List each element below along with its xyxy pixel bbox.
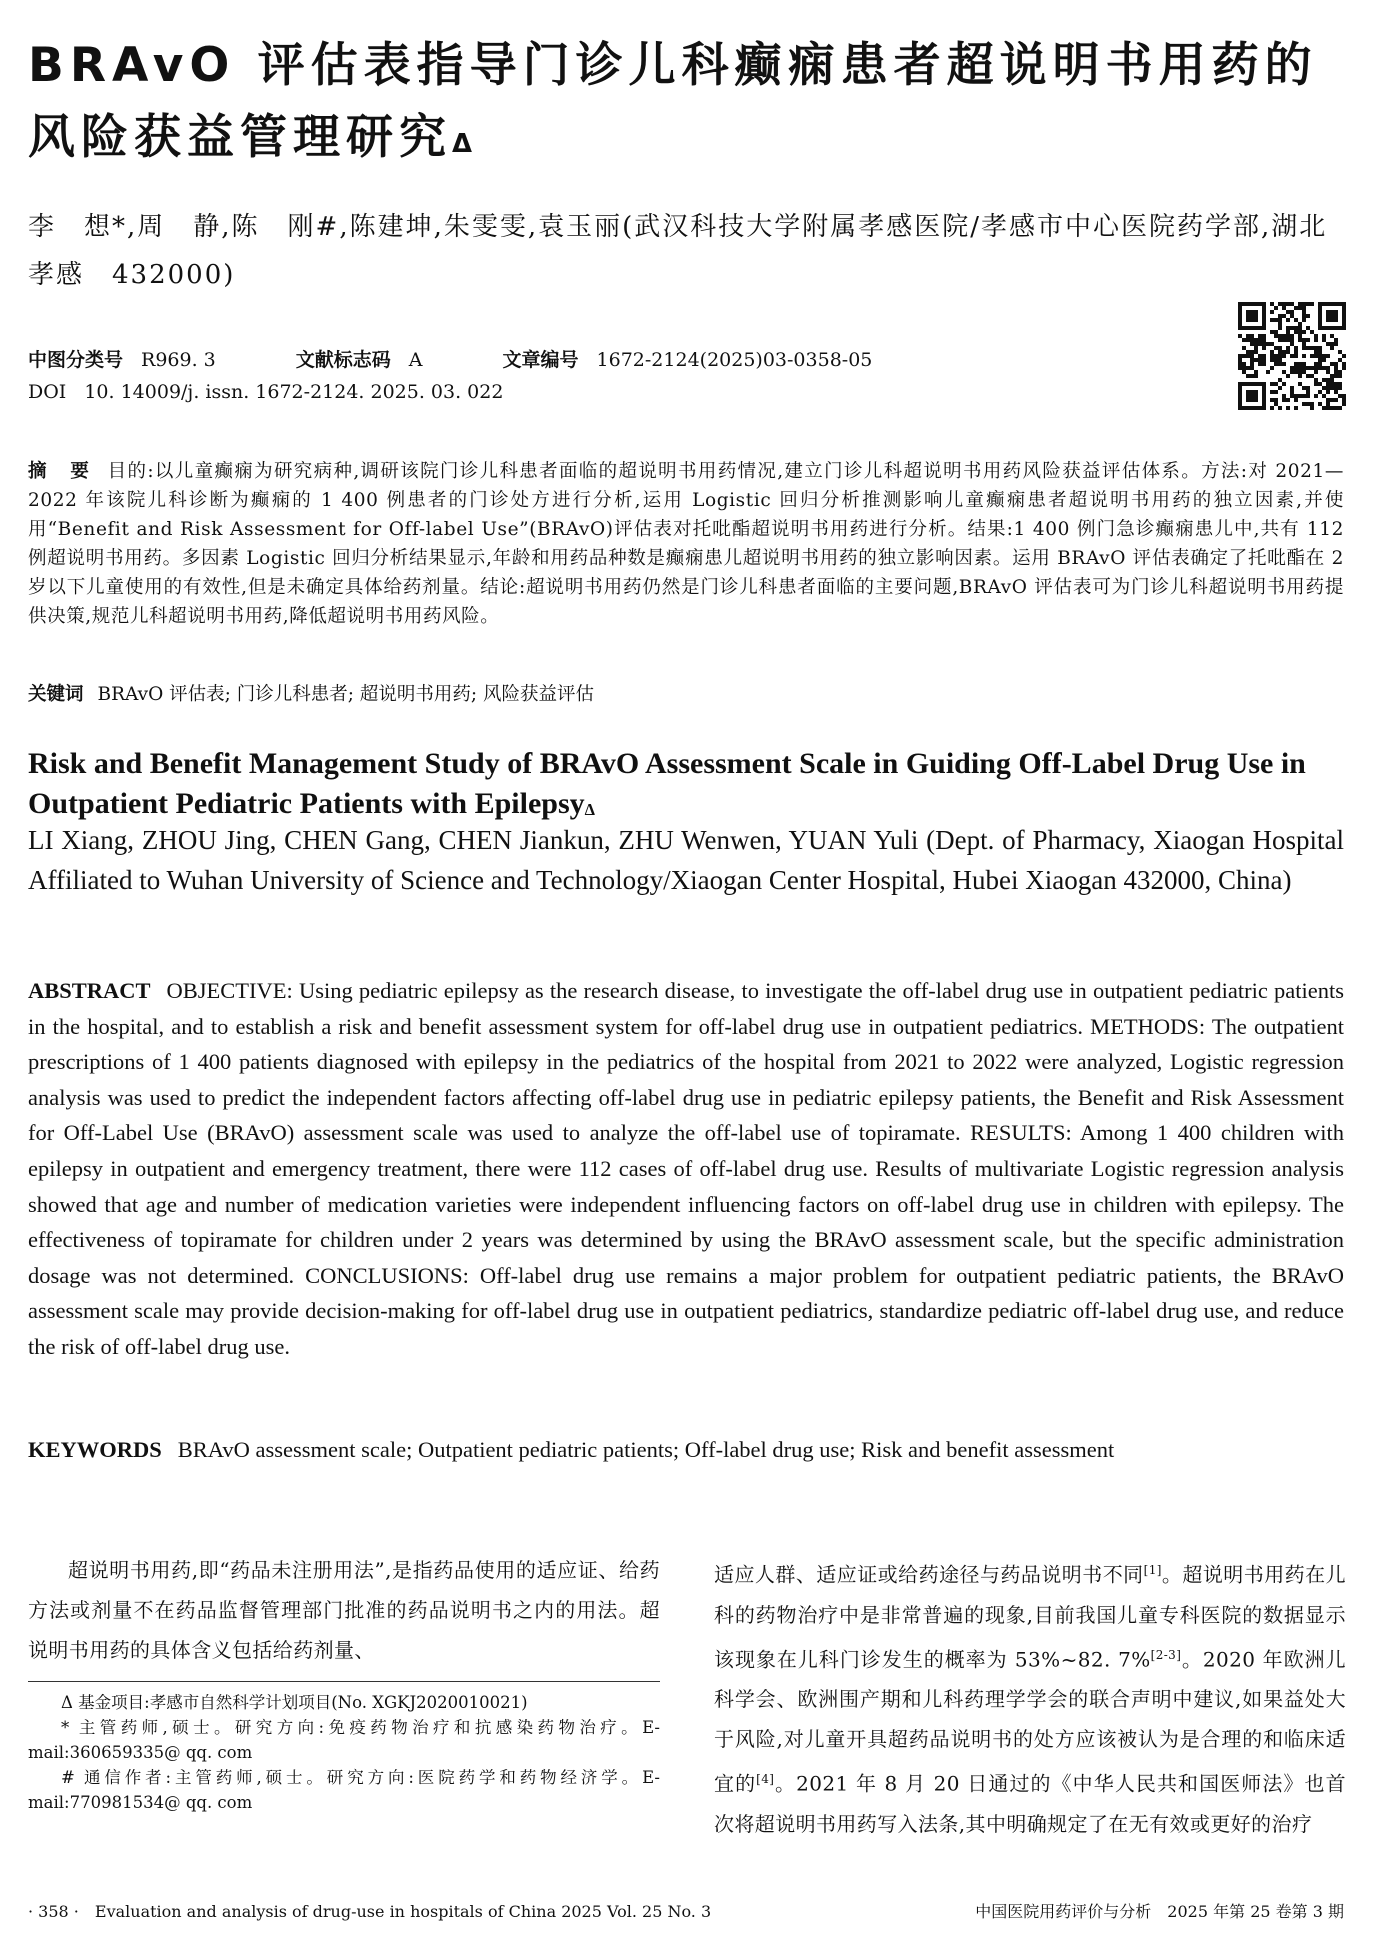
keywords-cn-label: 关键词 (28, 684, 84, 705)
abstract-cn (28, 457, 1344, 631)
clc-value: R969. 3 (141, 349, 216, 371)
doi-value: 10. 14009/j. issn. 1672-2124. 2025. 03. 022 (84, 381, 504, 403)
page-title-cn (28, 30, 1344, 174)
qr-code-icon (1238, 302, 1346, 410)
clc-label: 中图分类号 (28, 349, 124, 371)
body-text: 。2021 年 8 月 20 日通过的《中华人民共和国医师法》也首次将超说明书用药写入法条,其中明确规定了在无有效或更好的治疗 (714, 1771, 1346, 1836)
citation-ref: [1] (1143, 1563, 1162, 1577)
footer-right: 中国医院用药评价与分析 2025 年第 25 卷第 3 期 (975, 1902, 1344, 1921)
doi-label: DOI (28, 381, 67, 403)
keywords-cn (28, 680, 1344, 710)
keywords-en-text: BRAvO assessment scale; Outpatient pediatric patients; Off-label drug use; Risk and benefit assessment (177, 1437, 1115, 1462)
body-paragraph: 超说明书用药,即“药品未注册用法”,是指药品使用的适应证、给药方法或剂量不在药品监督管理部门批准的药品说明书之内的用法。超说明书用药的具体含义包括给药剂量、 (28, 1558, 660, 1662)
body-text: 。2020 年欧洲儿科学会、欧洲围产期和儿科药理学学会的联合声明中建议,如果益处大于风险,对儿童开具超药品说明书的处方应该被认为是合理的和临床适宜的 (714, 1647, 1346, 1796)
abstract-cn-text: 目的:以儿童癫痫为研究病种,调研该院门诊儿科患者面临的超说明书用药情况,建立门诊儿科超说明书用药风险获益评估体系。方法:对 2021—2022 年该院儿科诊断为癫痫的 1 400 例患者的门诊处方进行分析,运用 Logistic 回归分析推测影响儿童癫痫患者超说明书用药的独立因素,并使用“Benefit and Risk Assessment for Off-label Use”(BRAvO)评估表对托吡酯超说明书用药进行分析。结果:1 400 例门急诊癫痫患儿中,共有 112 例超说明书用药。多因素 Logistic 回归分析结果显示,年龄和用药品种数是癫痫患儿超说明书用药的独立影响因素。运用 BRAvO 评估表确定了托吡酯在 2 岁以下儿童使用的有效性,但是未确定具体给药剂量。结论:超说明书用药仍然是门诊儿科患者面临的主要问题,BRAvO 评估表可为门诊儿科超说明书用药提供决策,规范儿科超说明书用药,降低超说明书用药风险。 (28, 461, 1344, 627)
footnote-first-author: * 主管药师,硕士。研究方向:免疫药物治疗和抗感染药物治疗。E-mail:360659335@ qq. com (28, 1718, 660, 1762)
authors-en: LI Xiang, ZHOU Jing, CHEN Gang, CHEN Jiankun, ZHU Wenwen, YUAN Yuli (Dept. of Pharmacy, Xiaogan Hospital Affiliated to Wuhan University of Science and Technology/Xiaogan Center Hospital, Hubei Xiaogan 432000, China) (28, 825, 1344, 895)
abstract-cn-label: 摘 要 (28, 461, 98, 482)
doc-code-value: A (408, 349, 423, 371)
body-paragraph-right (714, 1550, 1346, 1844)
footnote-fund: Δ 基金项目:孝感市自然科学计划项目(No. XGKJ2020010021) (61, 1693, 528, 1712)
body-text: 适应人群、适应证或给药途径与药品说明书不同 (714, 1562, 1144, 1587)
body-right-column (714, 1550, 1346, 1844)
fund-mark: Δ (452, 129, 473, 159)
footer-left: · 358 · Evaluation and analysis of drug-use in hospitals of China 2025 Vol. 25 No. 3 (28, 1902, 712, 1921)
fund-mark-en: Δ (584, 800, 596, 819)
abstract-en (28, 973, 1344, 1365)
citation-ref: [4] (756, 1772, 775, 1787)
abstract-en-text: OBJECTIVE: Using pediatric epilepsy as the research disease, to investigate the off-label drug use in outpatient pediatric patients in the hospital, and to establish a risk and benefit assessment system for off-label drug use in outpatient pediatrics. METHODS: The outpatient prescriptions of 1 400 patients diagnosed with epilepsy in the pediatrics of the hospital from 2021 to 2022 were analyzed, Logistic regression analysis was used to predict the independent factors affecting off-label drug use in pediatric epilepsy patients, the Benefit and Risk Assessment for Off-Label Use (BRAvO) assessment scale was used to analyze the off-label use of topiramate. RESULTS: Among 1 400 children with epilepsy in outpatient and emergency treatment, there were 112 cases of off-label drug use. Results of multivariate Logistic regression analysis showed that age and number of medication varieties were independent influencing factors on off-label drug use in children with epilepsy. The effectiveness of topiramate for children under 2 years was determined by using the BRAvO assessment scale, but the specific administration dosage was not determined. CONCLUSIONS: Off-label drug use remains a major problem for outpatient pediatric patients, the BRAvO assessment scale may provide decision-making for off-label drug use in outpatient pediatrics, standardize pediatric off-label drug use, and reduce the risk of off-label drug use. (28, 978, 1344, 1359)
doc-code-label: 文献标志码 (295, 349, 391, 371)
meta-line-1 (28, 344, 1208, 376)
body-text: 。超说明书用药在儿科的药物治疗中是非常普遍的现象,目前我国儿童专科医院的数据显示该现象在儿科门诊发生的概率为 53%~82. 7% (714, 1562, 1346, 1672)
page-title-en (28, 744, 1344, 824)
footnote-corresponding: # 通信作者:主管药师,硕士。研究方向:医院药学和药物经济学。E-mail:770981534@ qq. com (28, 1768, 660, 1812)
footnotes (28, 1690, 660, 1815)
body-left-column (28, 1550, 660, 1670)
authors-cn: 李 想*,周 静,陈 刚#,陈建坤,朱雯雯,袁玉丽(武汉科技大学附属孝感医院/孝感市中心医院药学部,湖北 孝感 432000) (28, 212, 1328, 290)
article-no-label: 文章编号 (502, 349, 579, 371)
keywords-en-label: KEYWORDS (28, 1437, 162, 1462)
footnote-rule (28, 1681, 660, 1682)
meta-line-2 (28, 376, 1208, 408)
title-cn-text: BRAvO 评估表指导门诊儿科癫痫患者超说明书用药的风险获益管理研究 (28, 38, 1318, 165)
keywords-en (28, 1432, 1344, 1467)
keywords-cn-text: BRAvO 评估表; 门诊儿科患者; 超说明书用药; 风险获益评估 (97, 684, 594, 705)
abstract-en-label: ABSTRACT (28, 978, 151, 1003)
citation-ref: [2-3] (1150, 1647, 1182, 1662)
article-no-value: 1672-2124(2025)03-0358-05 (596, 349, 873, 371)
title-en-text: Risk and Benefit Management Study of BRAvO Assessment Scale in Guiding Off-Label Drug Use in Outpatient Pediatric Patients with Epilepsy (28, 747, 1306, 820)
article-meta (28, 344, 1208, 408)
